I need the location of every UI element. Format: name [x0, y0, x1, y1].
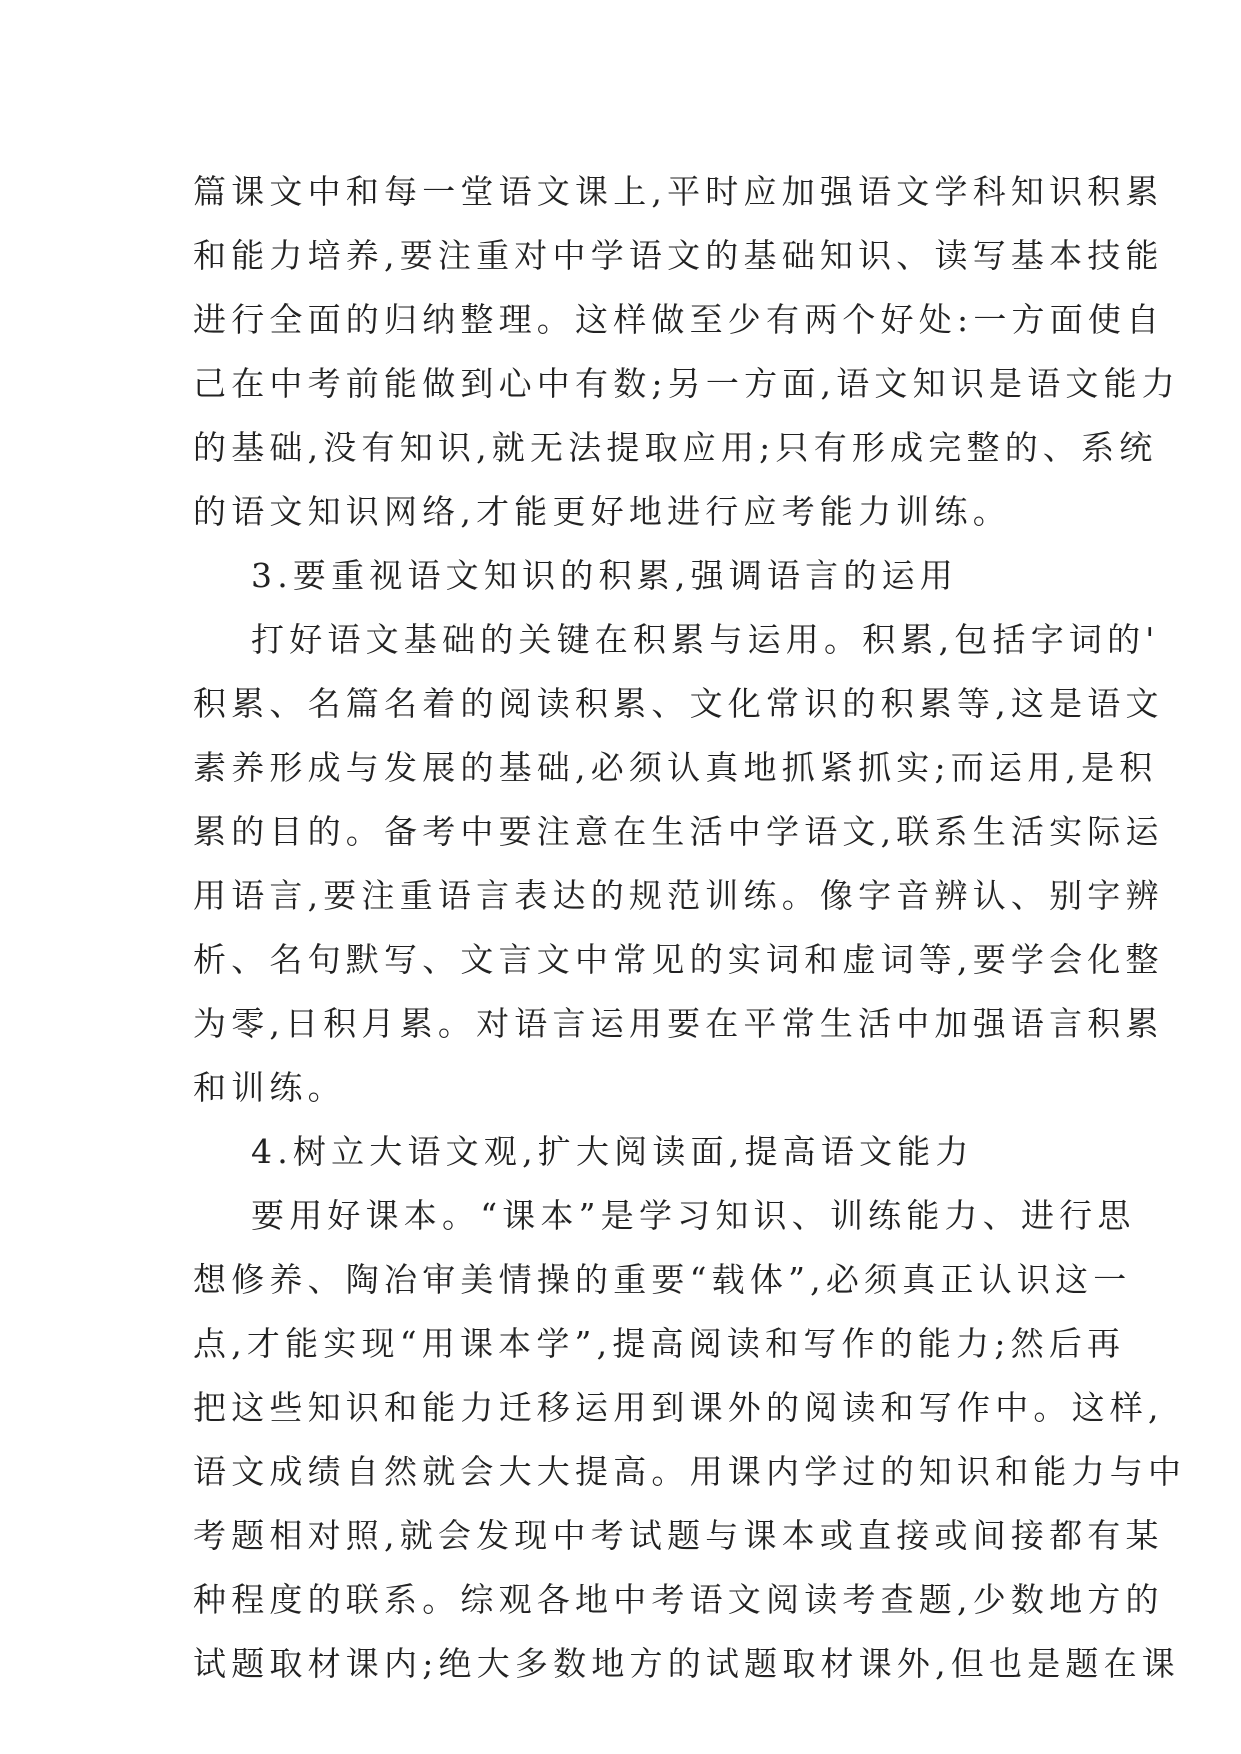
paragraph-line: 种程度的联系。综观各地中考语文阅读考查题,少数地方的: [193, 1580, 1164, 1619]
paragraph-line: 和训练。: [193, 1068, 346, 1107]
paragraph-line: 的语文知识网络,才能更好地进行应考能力训练。: [193, 492, 1011, 531]
paragraph-line: 己在中考前能做到心中有数;另一方面,语文知识是语文能力: [193, 364, 1181, 403]
paragraph-line: 素养形成与发展的基础,必须认真地抓紧抓实;而运用,是积: [193, 748, 1158, 787]
paragraph-line: 的基础,没有知识,就无法提取应用;只有形成完整的、系统: [193, 428, 1158, 467]
paragraph-line: 为零,日积月累。对语言运用要在平常生活中加强语言积累: [193, 1004, 1164, 1043]
paragraph-line: 想修养、陶冶审美情操的重要“载体”,必须真正认识这一: [193, 1260, 1132, 1299]
paragraph-line: 要用好课本。“课本”是学习知识、训练能力、进行思: [251, 1196, 1136, 1235]
section-heading-4: 4.树立大语文观,扩大阅读面,提高语文能力: [251, 1132, 974, 1171]
paragraph-line: 进行全面的归纳整理。这样做至少有两个好处:一方面使自: [193, 300, 1165, 339]
paragraph-line: 析、名句默写、文言文中常见的实词和虚词等,要学会化整: [193, 940, 1164, 979]
paragraph-line: 积累、名篇名着的阅读积累、文化常识的积累等,这是语文: [193, 684, 1164, 723]
document-body: [193, 160, 1187, 1696]
paragraph-line: 篇课文中和每一堂语文课上,平时应加强语文学科知识积累: [193, 172, 1164, 211]
paragraph-line: 累的目的。备考中要注意在生活中学语文,联系生活实际运: [193, 812, 1164, 851]
paragraph-line: 点,才能实现“用课本学”,提高阅读和写作的能力;然后再: [193, 1324, 1126, 1363]
paragraph-line: 打好语文基础的关键在积累与运用。积累,包括字词的': [251, 620, 1160, 659]
section-heading-3: 3.要重视语文知识的积累,强调语言的运用: [251, 556, 958, 595]
paragraph-line: 语文成绩自然就会大大提高。用课内学过的知识和能力与中: [193, 1452, 1187, 1491]
paragraph-line: 考题相对照,就会发现中考试题与课本或直接或间接都有某: [193, 1516, 1164, 1555]
paragraph-line: 把这些知识和能力迁移运用到课外的阅读和写作中。这样,: [193, 1388, 1164, 1427]
paragraph-line: 用语言,要注重语言表达的规范训练。像字音辨认、别字辨: [193, 876, 1164, 915]
paragraph-line: 试题取材课内;绝大多数地方的试题取材课外,但也是题在课: [193, 1644, 1181, 1683]
paragraph-line: 和能力培养,要注重对中学语文的基础知识、读写基本技能: [193, 236, 1164, 275]
